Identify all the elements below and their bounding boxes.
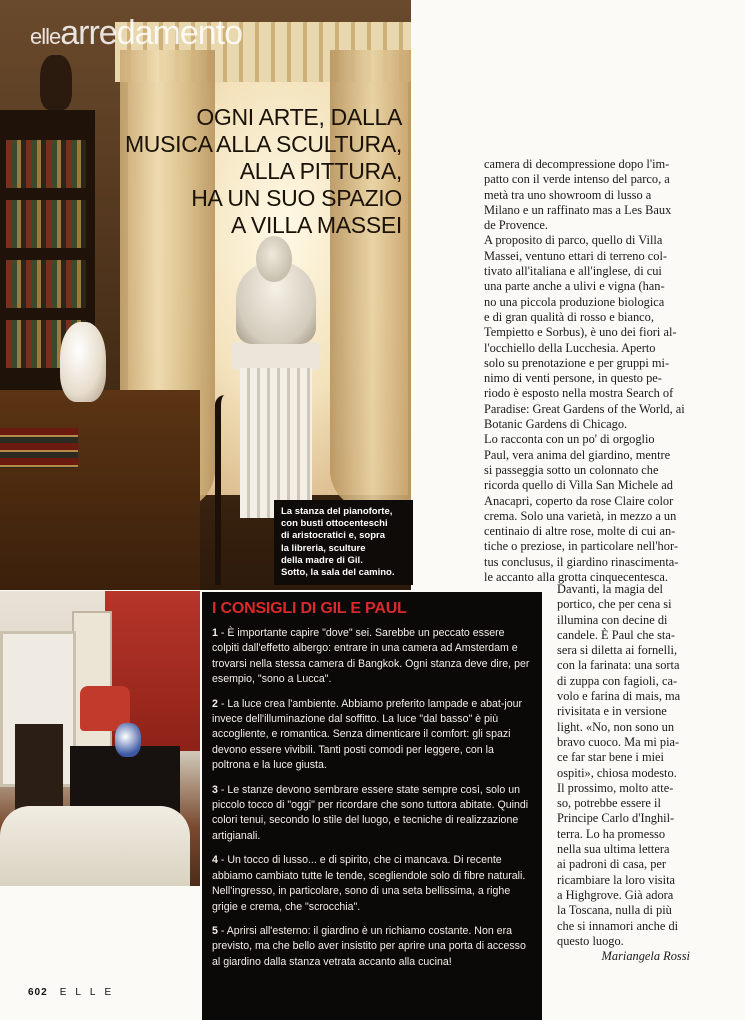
tips-title: I CONSIGLI DI GIL E PAUL xyxy=(212,600,407,617)
text-line: una parte anche a ulivi e vigna (han- xyxy=(484,279,665,294)
text-line: A proposito di parco, quello di Villa xyxy=(484,233,663,248)
text-line: rivisitata e in versione xyxy=(557,704,667,719)
text-line: Il prossimo, molto atte- xyxy=(557,780,674,795)
text-line: light. «No, non sono un xyxy=(557,719,675,734)
text-line: l'occhiello della Lucchesia. Aperto xyxy=(484,340,656,355)
text-line: ricorda quello di Villa San Michele ad xyxy=(484,478,673,493)
text-line: nella sua ultima lettera xyxy=(557,842,670,857)
headline-line: MUSICA ALLA SCULTURA, xyxy=(124,131,402,157)
text-line: Anacapri, coperto da rose Claire color xyxy=(484,493,674,508)
wooden-desk xyxy=(0,390,200,590)
section-logo: ellearredamento xyxy=(30,14,243,52)
text-line: bravo cuoco. Ma mi pia- xyxy=(557,734,680,749)
author-byline: Mariangela Rossi xyxy=(601,949,690,964)
text-line: Lo racconta con un po' di orgoglio xyxy=(484,432,655,447)
text-line: ai padroni di casa, per xyxy=(557,857,667,872)
text-line: so, potrebbe essere il xyxy=(557,796,661,811)
text-line: Principe Carlo d'Inghil- xyxy=(557,811,675,826)
text-line: portico, che per cena si xyxy=(557,597,672,612)
text-line: e di gran qualità di rosso e bianco, xyxy=(484,309,654,324)
white-vase xyxy=(60,322,106,402)
text-line: Paradise: Great Gardens of the World, ai xyxy=(484,401,685,416)
text-line: Davanti, la magia del xyxy=(557,582,663,596)
text-line: nimo di venti persone, in questo pe- xyxy=(484,371,662,386)
text-line: crema. Solo una varietà, in mezzo a un xyxy=(484,508,677,523)
fireplace-room-photo xyxy=(0,591,200,886)
article-column-1 xyxy=(484,157,689,585)
book-stack xyxy=(0,428,78,468)
headline-line: ALLA PITTURA, xyxy=(239,158,402,184)
text-line: de Provence. xyxy=(484,218,548,233)
dark-jar xyxy=(40,55,72,110)
tips-box xyxy=(202,592,542,1020)
tip-item: 3 - Le stanze devono sembrare essere state sempre così, solo un piccolo tocco di "oggi" per ricordare che sono tuttora abitate. Quindi colori tenui, secondo lo stile del luogo, e tecniche di realizzazione artigianali. xyxy=(212,783,529,842)
text-line: illumina con decine di xyxy=(557,612,668,627)
text-line: camera di decompressione dopo l'im- xyxy=(484,157,670,171)
text-line: Milano e un raffinato mas a Les Baux xyxy=(484,202,672,217)
tip-item: 4 - Un tocco di lusso... e di spirito, che ci mancava. Di recente abbiamo cambiato tutte le tende, scegliendole solo di fibre naturali. Nell'ingresso, in particolare, sono di una seta bellissima, a righe grigie e crema, che "scrocchia". xyxy=(212,854,526,913)
text-line: tivato all'italiana e all'inglese, di cui xyxy=(484,264,662,279)
tip-item: 2 - La luce crea l'ambiente. Abbiamo preferito lampade e abat-jour invece dell'illuminazione dal soffitto. La luce "dal basso" è più accogliente, e romantica. Senza dimenticare il comfort: gli spazi devono essere vivibili. Tanti posti comodi per leggere, con la poltrona e la luce giusta. xyxy=(212,697,523,772)
text-line: centinaio di altre rose, molte di cui an- xyxy=(484,524,676,539)
headline-line: OGNI ARTE, DALLA xyxy=(196,104,402,130)
fireplace xyxy=(0,631,76,787)
page-folio: 602 ELLE xyxy=(28,987,121,998)
text-line: questo luogo. xyxy=(557,933,624,948)
text-line: solo su prenotazione e per gruppi mi- xyxy=(484,355,670,370)
fluted-pedestal xyxy=(240,368,312,518)
text-line: di zuppa con fagioli, ca- xyxy=(557,673,678,688)
chair-back xyxy=(215,395,249,585)
text-line: si passeggia sotto un colonnato che xyxy=(484,462,659,477)
text-line: Tempietto e Sorbus), è uno dei fiori al- xyxy=(484,325,677,340)
blue-white-pot xyxy=(115,723,141,757)
text-line: patto con il verde intenso del parco, a xyxy=(484,172,670,187)
text-line: ricambiare la loro visita xyxy=(557,872,676,887)
article-column-2 xyxy=(557,582,690,964)
bust-head xyxy=(256,236,292,282)
headline xyxy=(108,104,402,239)
text-line: le accanto alla grotta cinquecentesca. xyxy=(484,570,669,585)
photo-caption: La stanza del pianoforte, con busti ottocenteschi di aristocratici e, sopra la libreria, sculture della madre di Gil. Sotto, la sala del camino. xyxy=(274,500,413,585)
text-line: volo e farina di mais, ma xyxy=(557,689,681,704)
text-line: a Highgrove. Già adora xyxy=(557,887,674,902)
text-line: riodo è esposto nella mostra Search of xyxy=(484,386,674,401)
text-line: ce far star bene i miei xyxy=(557,750,664,765)
text-line: metà tra uno showroom di lusso a xyxy=(484,187,652,202)
text-line: tus conclusus, il giardino rinascimenta- xyxy=(484,554,679,569)
white-sofa xyxy=(0,806,190,886)
text-line: Massei, ventuno ettari di terreno col- xyxy=(484,248,668,263)
text-line: sera si diletta ai fornelli, xyxy=(557,643,678,658)
text-line: Paul, vera anima del giardino, mentre xyxy=(484,447,671,462)
pedestal-cap xyxy=(232,342,320,370)
tip-item: 1 - È importante capire "dove" sei. Sarebbe un peccato essere colpiti dall'effetto albergo: entrare in una camera ad Amsterdam e trovarsi nella stessa camera di Bangkok. Ogni stanza deve dire, per esempio, "sono a Lucca". xyxy=(212,627,530,686)
text-line: con la farinata: una sorta xyxy=(557,658,680,673)
text-line: che si innamori anche di xyxy=(557,918,679,933)
text-line: terra. Lo ha promesso xyxy=(557,826,666,841)
text-line: ospiti», chiosa modesto. xyxy=(557,765,677,780)
text-line: la Toscana, nulla di più xyxy=(557,903,672,918)
headline-line: HA UN SUO SPAZIO xyxy=(191,185,402,211)
text-line: no una piccola produzione biologica xyxy=(484,294,665,309)
text-line: Botanic Gardens di Chicago. xyxy=(484,417,628,432)
text-line: tiche o preziose, in particolare nell'hor- xyxy=(484,539,678,554)
headline-line: A VILLA MASSEI xyxy=(231,212,402,238)
text-line: candele. È Paul che sta- xyxy=(557,627,676,642)
tip-item: 5 - Aprirsi all'esterno: il giardino è un richiamo costante. Non era previsto, ma che bello aver insistito per aprire una porta di accesso al giardino dalla stanza vetrata accanto alla cucina! xyxy=(212,924,526,968)
